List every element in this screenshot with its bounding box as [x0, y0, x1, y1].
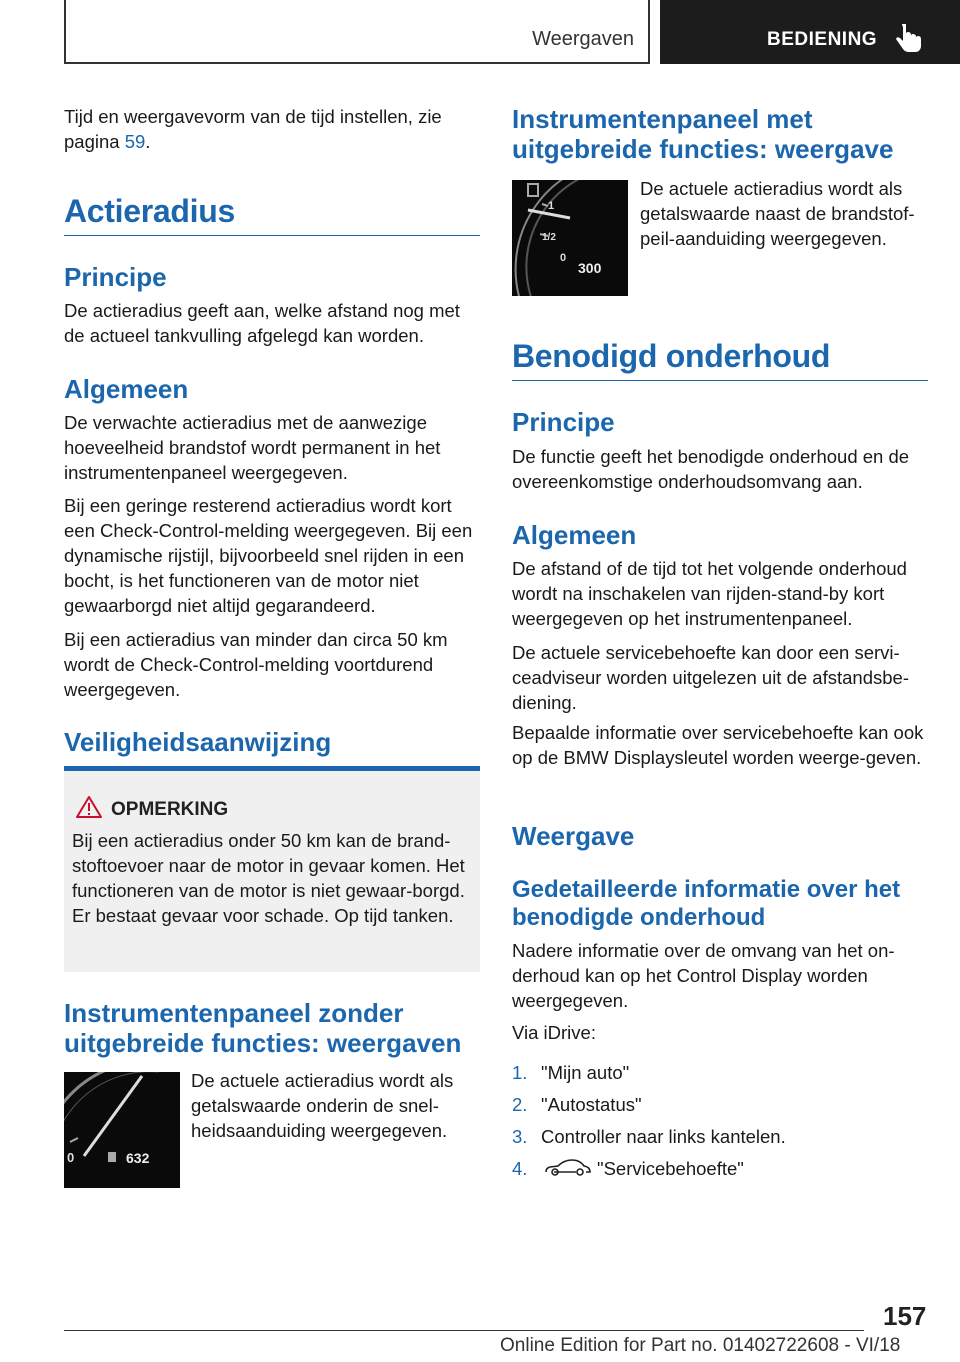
step-number: 1. — [512, 1062, 528, 1083]
algemeen-right-paragraph-1: De afstand of de tijd tot het volgende onderhoud wordt na inschakelen van rijden-stand-by kort weergegeven op het instrumentenpaneel. — [512, 558, 907, 629]
section-title-actieradius: Actieradius — [64, 193, 235, 229]
algemeen-paragraph-2: Bij een geringe resterend actieradius wordt kort een Check-Control-melding weergegeven. Bij een dynamische rijstijl, bijvoorbeeld snel rijden in een bocht, is het functioneren van de motor niet gewaarborgd niet altijd gegarandeerd. — [64, 495, 473, 616]
heading-veiligheid: Veiligheidsaanwijzing — [64, 727, 332, 757]
step-list — [512, 1060, 932, 1188]
heading-met: Instrumentenpaneel met uitgebreide functies: weergave — [512, 104, 894, 164]
heading-algemeen-right: Algemeen — [512, 520, 637, 550]
algemeen-right-paragraph-3: Bepaalde informatie over servicebehoefte kan ook op de BMW Displaysleutel worden weerge-geven. — [512, 722, 924, 768]
heading-zonder: Instrumentenpaneel zonder uitgebreide functies: weergaven — [64, 998, 462, 1058]
header-section-box — [64, 0, 650, 64]
fuel-gauge-empty-label: 0 — [560, 252, 567, 264]
step-text: "Servicebehoefte" — [597, 1158, 744, 1179]
fuel-gauge-half-label: 1/2 — [542, 232, 556, 243]
step-item — [512, 1156, 932, 1188]
algemeen-right-paragraph-2: De actuele servicebehoefte kan door een servi-ceadviseur worden uitgelezen uit de afstandsbe-diening. — [512, 642, 909, 713]
step-number: 2. — [512, 1094, 528, 1115]
fuel-gauge-full-label: 1 — [548, 200, 555, 212]
car-icon — [544, 1158, 592, 1178]
pointing-hand-icon — [894, 24, 924, 56]
met-text: De actuele actieradius wordt als getalswaarde naast de brandstof-peil-aanduiding weergegeven. — [640, 178, 915, 249]
intro-end: . — [145, 131, 151, 152]
step-text: "Autostatus" — [541, 1094, 642, 1115]
step-item — [512, 1060, 932, 1092]
section-title-onderhoud: Benodigd onderhoud — [512, 338, 831, 374]
gauge-range-value: 632 — [126, 1150, 150, 1166]
step-item — [512, 1124, 932, 1156]
warning-icon — [75, 795, 103, 819]
step-item — [512, 1092, 932, 1124]
page-link[interactable]: 59 — [124, 131, 146, 152]
note-box — [64, 766, 480, 972]
heading-weergave: Weergave — [512, 821, 635, 851]
title-rule-right — [512, 380, 928, 381]
detail-text: Nadere informatie over de omvang van het on-derhoud kan op het Control Display worden weergegeven. — [512, 940, 895, 1011]
zonder-text: De actuele actieradius wordt als getalswaarde onderin de snel-heidsaanduiding weergegeven. — [191, 1070, 454, 1141]
fuel-gauge-image — [512, 180, 628, 296]
intro-text-content: Tijd en weergavevorm van de tijd instellen, zie pagina — [64, 106, 442, 152]
title-rule — [64, 235, 480, 236]
fuel-gauge-range-value: 300 — [578, 260, 602, 276]
gauge-zero-label: 0 — [67, 1150, 75, 1165]
principe-text-right: De functie geeft het benodigde onderhoud en de overeenkomstige onderhoudsomvang aan. — [512, 446, 910, 492]
heading-algemeen: Algemeen — [64, 374, 189, 404]
note-text: Bij een actieradius onder 50 km kan de brand-stoftoevoer naar de motor in gevaar komen. Het functioneren van de motor is niet gewaar-borgd. Er bestaat gevaar voor schade. Op tijd tanken. — [72, 830, 465, 926]
intro-text — [64, 104, 480, 154]
fuel-gauge-graphic — [512, 180, 628, 296]
header-section-title: Weergaven — [532, 28, 634, 50]
footer-edition: Online Edition for Part no. 01402722608 - VI/18 — [500, 1335, 901, 1356]
step-text: Controller naar links kantelen. — [541, 1126, 786, 1147]
header-chapter-title: BEDIENING — [767, 29, 878, 50]
step-number: 3. — [512, 1126, 528, 1147]
page-number: 157 — [883, 1301, 927, 1331]
algemeen-paragraph-3: Bij een actieradius van minder dan circa 50 km wordt de Check-Control-melding voortdurend weergegeven. — [64, 629, 448, 700]
heading-gedetailleerde: Gedetailleerde informatie over het benodigde onderhoud — [512, 876, 901, 931]
principe-text: De actieradius geeft aan, welke afstand nog met de actueel tankvulling afgelegd kan worden. — [64, 300, 460, 346]
step-number: 4. — [512, 1158, 528, 1179]
algemeen-paragraph-1: De verwachte actieradius met de aanwezige hoeveelheid brandstof wordt permanent in het instrumentenpaneel weergegeven. — [64, 412, 441, 483]
footer-rule — [64, 1330, 864, 1331]
via-idrive: Via iDrive: — [512, 1022, 596, 1043]
heading-principe: Principe — [64, 262, 167, 292]
speedometer-gauge-image — [64, 1072, 180, 1188]
step-text: "Mijn auto" — [541, 1062, 630, 1083]
speedometer-graphic — [64, 1072, 180, 1188]
heading-principe-right: Principe — [512, 407, 615, 437]
note-title: OPMERKING — [111, 799, 229, 820]
